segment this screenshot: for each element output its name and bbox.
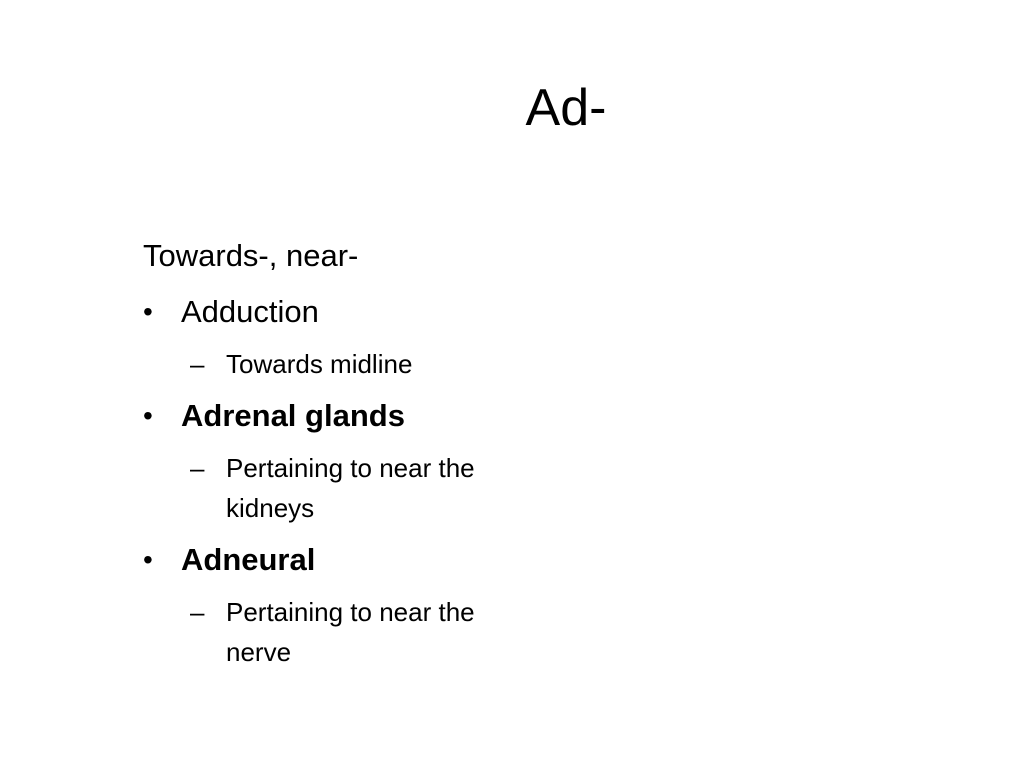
list-item [143,396,563,436]
dash-icon: – [190,349,205,379]
slide-title: Ad- [525,79,607,137]
sub-list-item-text: Towards midline [226,349,413,379]
list-item-label: Adduction [181,294,319,329]
list-item [143,292,563,332]
list-item-label: Adneural [181,542,316,577]
dash-icon: – [190,597,205,627]
slide-body [143,236,563,684]
sub-list-item [190,448,563,528]
list-item-label: Adrenal glands [181,398,405,433]
sub-list-item-text: Pertaining to near the kidneys [226,453,475,523]
sub-list-item [190,592,563,672]
list-item [143,540,563,580]
sub-list-item-text: Pertaining to near the nerve [226,597,475,667]
intro-text: Towards-, near- [143,238,359,273]
bullet-icon: • [143,544,153,575]
bullet-icon: • [143,296,153,327]
dash-icon: – [190,453,205,483]
bullet-icon: • [143,400,153,431]
sub-list-item [190,344,563,384]
